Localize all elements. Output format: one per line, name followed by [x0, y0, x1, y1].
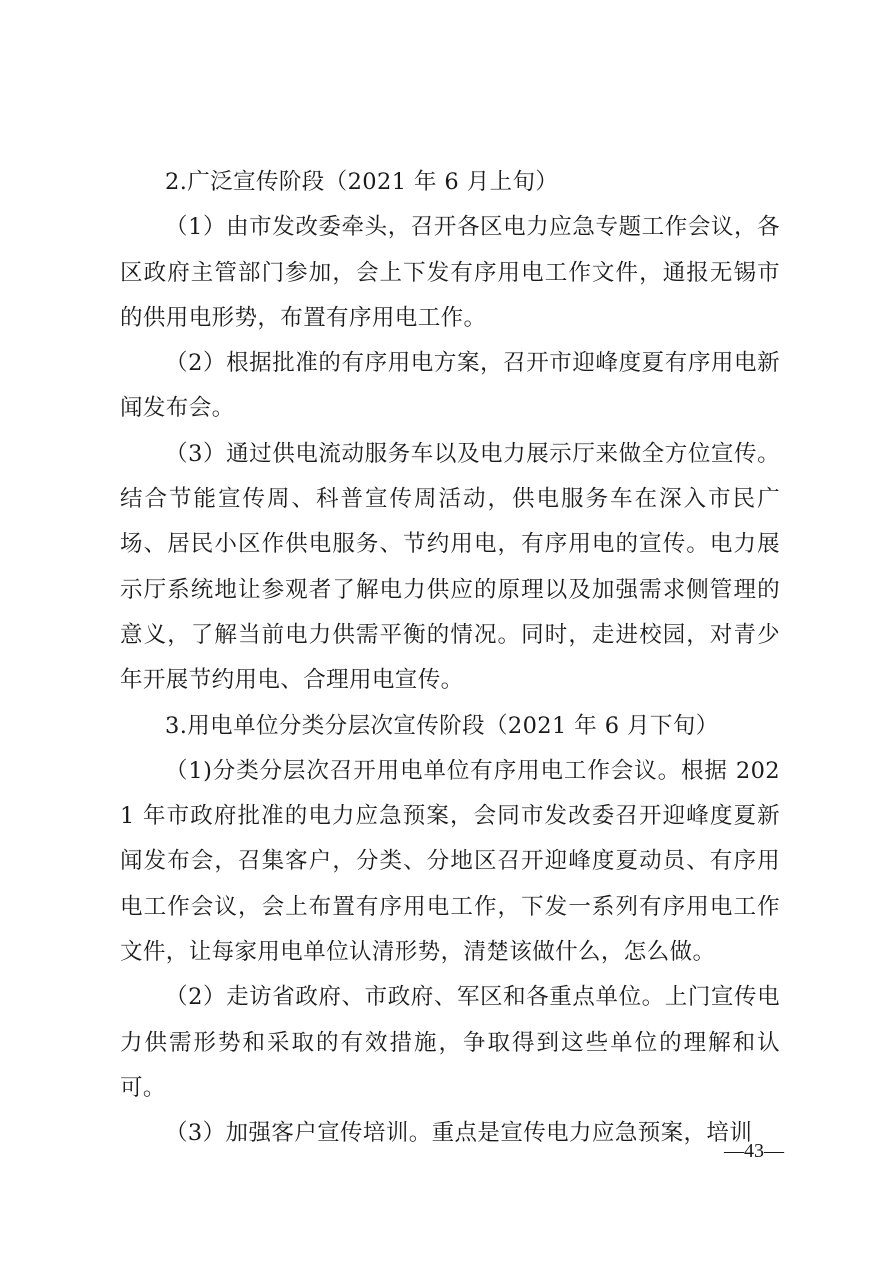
paragraph-2-3: （3）通过供电流动服务车以及电力展示厅来做全方位宣传。结合节能宣传周、科普宣传周活动，供电服务车在深入市民广场、居民小区作供电服务、节约用电，有序用电的宣传。电力展示厅系统地让参观者了解电力供应的原理以及加强需求侧管理的意义，了解当前电力供需平衡的情况。同时，走进校园，对青少年开展节约用电、合理用电宣传。	[120, 440, 780, 694]
paragraph-3-1: （1)分类分层次召开用电单位有序用电工作会议。根据 2021 年市政府批准的电力应急预案，会同市发改委召开迎峰度夏新闻发布会，召集客户，分类、分地区召开迎峰度夏动员、有序用电工作会议，会上布置有序用电工作，下发一系列有序用电工作文件，让每家用电单位认清形势，清楚该做什么，怎么做。	[120, 757, 780, 966]
section-heading-3: 3.用电单位分类分层次宣传阶段（2021 年 6 月下旬）	[165, 712, 719, 739]
section-heading-2: 2.广泛宣传阶段（2021 年 6 月上旬）	[165, 169, 559, 195]
paragraph-2-1: （1）由市发改委牵头，召开各区电力应急专题工作会议，各区政府主管部门参加，会上下发有序用电工作文件，通报无锡市的供用电形势，布置有序用电工作。	[120, 214, 780, 331]
page-number: —43—	[724, 1140, 784, 1162]
paragraph-3-2: （2）走访省政府、市政府、军区和各重点单位。上门宣传电力供需形势和采取的有效措施，争取得到这些单位的理解和认可。	[120, 984, 780, 1101]
paragraph-3-3: （3）加强客户宣传培训。重点是宣传电力应急预案，培训	[165, 1120, 753, 1147]
paragraph-2-2: （2）根据批准的有序用电方案，召开市迎峰度夏有序用电新闻发布会。	[120, 350, 780, 422]
body-text	[120, 160, 780, 1157]
